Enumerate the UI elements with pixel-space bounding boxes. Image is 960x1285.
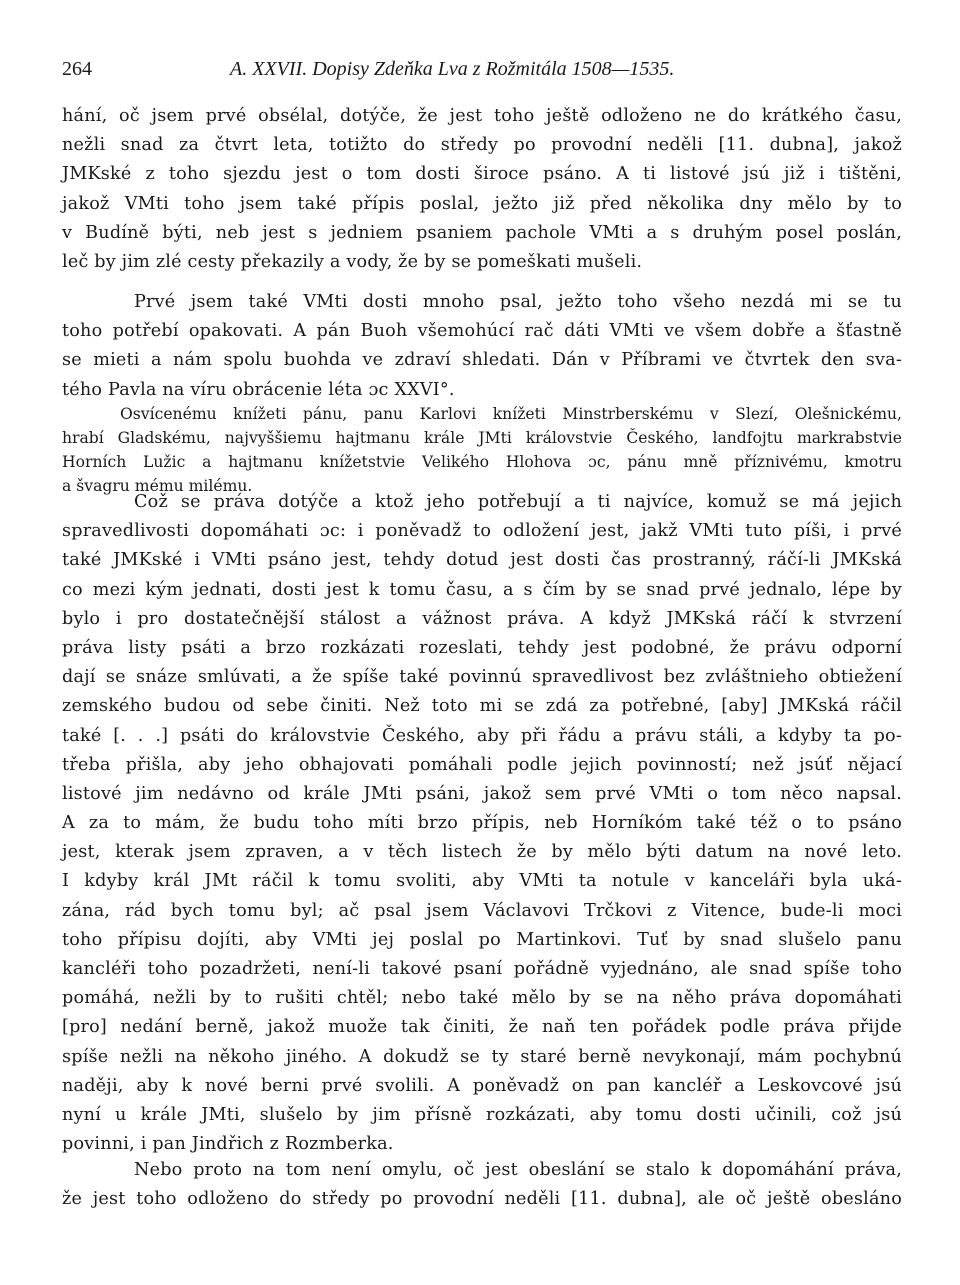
text-line: naději, aby k nové berni prvé svolili. A poněvadž on pan kancléř a Leskovcové jsú [62,1075,902,1096]
text-line: povinni, i pan Jindřich z Rozmberka. [62,1134,394,1155]
final-paragraph [62,1156,902,1214]
text-line: [pro] nedání berně, jakož muože tak činiti, že naň ten pořádek podle práva přijde [62,1017,902,1038]
text-line: dají se snáze smlúvati, a že spíše také povinnú spravedlivost bez zvláštnieho obtiežení [62,667,902,688]
text-line: se mieti a nám spolu buohda ve zdraví shledati. Dán v Příbrami ve čtvrtek den sva- [62,350,902,371]
text-line: pomáhá, nežli by to rušiti chtěl; nebo také mělo by se na něho práva dopomáhati [62,988,902,1009]
text-line: nežli snad za čtvrt leta, totižto do středy po provodní neděli [11. dubna], jakož [62,135,902,156]
text-line: toho potřebí opakovati. A pán Buoh všemohúcí rač dáti VMti ve všem dobře a šťastně [62,321,902,342]
text-line: kancléři toho pozadržeti, není-li takové psaní pořádně vyjednáno, ale snad spíše toho [62,959,902,979]
text-line: listové jim nedávno od krále JMti psáni, jakož sem prvé VMti o tom něco napsal. [62,783,902,804]
text-line: jest, kterak jsem zpraven, a v těch listech že by mělo býti datum na nové leto. [62,842,902,863]
closing-paragraph [62,288,902,405]
text-line: spíše nežli na někoho jiného. A dokudž se ty staré berně nevykonají, mám pochybnú [62,1046,902,1067]
text-line: Horních Lužic a hajtmanu knížetstvie Velikého Hlohova ɔc, pánu mně příznivému, kmotru [62,453,902,471]
text-line: A za to mám, že budu toho míti brzo přípis, neb Horníkóm také též o to psáno [62,813,902,834]
text-line: zána, rád bych tomu byl; ač psal jsem Václavovi Trčkovi z Vitence, bude-li moci [62,900,902,921]
page-number: 264 [62,58,92,80]
text-line: že jest toho odloženo do středy po provodní neděli [11. dubna], ale oč ještě obesláno [62,1189,902,1210]
body-paragraph [62,488,902,1159]
text-line: toho přípisu dojíti, aby VMti jej poslal po Martinkovi. Tuť by snad slušelo panu [62,929,902,950]
text-line: zemského budou od sebe činiti. Než toto mi se zdá za potřebné, [aby] JMKská ráčil [62,696,902,717]
text-line: Osvícenému knížeti pánu, panu Karlovi knížeti Minstrberskému v Slezí, Olešnickému, [120,405,902,423]
text-line: hrabí Gladskému, najvyššiemu hajtmanu krále JMti královstvie Českého, landfojtu markrabstvie [62,429,902,447]
text-line: bylo i pro dostatečnější stálost a vážnost práva. A když JMKská ráčí k stvrzení [62,608,902,629]
text-line: práva listy psáti a brzo rozkázati rozeslati, tehdy jest podobné, že právu odporní [62,637,902,658]
text-line: nyní u krále JMti, slušelo by jim přísně rozkázati, aby tomu dosti učinili, což jsú [62,1104,902,1125]
letter-end-paragraph [62,102,902,277]
text-line: leč by jim zlé cesty překazily a vody, že by se pomeškati mušeli. [62,251,643,272]
text-line: třeba přišla, aby jeho obhajovati pomáhali podle jejich povinností; než jsúť nějací [62,754,902,775]
text-line: Což se práva dotýče a ktož jeho potřebují a ti najvíce, komuž se má jejich [134,492,902,512]
page-header [62,58,902,88]
text-line: Nebo proto na tom není omylu, oč jest obeslání se stalo k dopomáhání práva, [134,1160,902,1180]
text-line: Prvé jsem také VMti dosti mnoho psal, ježto toho všeho nezdá mi se tu [134,292,902,312]
running-title: A. XXVII. Dopisy Zdeňka Lva z Rožmitála 1508—1535. [230,58,675,80]
text-line: a švagru mému milému. [62,477,253,495]
text-line: tého Pavla na víru obrácenie léta ɔc XXVI°. [62,379,455,400]
text-line: spravedlivosti dopomáhati ɔc: i poněvadž to odložení jest, jakž VMti tuto píši, i prvé [62,521,902,542]
text-line: v Budíně býti, neb jest s jedniem psaniem pachole VMti a s druhým posel poslán, [62,222,902,243]
text-line: I kdyby král JMt ráčil k tomu svoliti, aby VMti ta notule v kanceláři byla uká- [62,871,902,892]
text-line: JMKské z toho sjezdu jest o tom dosti široce psáno. A ti listové jsú již i tištěni, [62,164,902,185]
text-line: co mezi kým jednati, dosti jest k tomu času, a s čím by se snad prvé jednalo, lépe by [62,579,902,600]
text-line: jakož VMti toho jsem také přípis poslal, ježto již před několika dny mělo by to [62,193,902,214]
text-line: také JMKské i VMti psáno jest, tehdy dotud jest dosti čas prostranný, ráčí-li JMKská [62,550,902,571]
text-line: také [. . .] psáti do královstvie Českého, aby při řádu a právu stáli, a kdyby ta po- [62,725,902,746]
address-paragraph [62,402,902,498]
text-line: hání, oč jsem prvé obsélal, dotýče, že jest toho ještě odloženo ne do krátkého času, [62,106,902,126]
